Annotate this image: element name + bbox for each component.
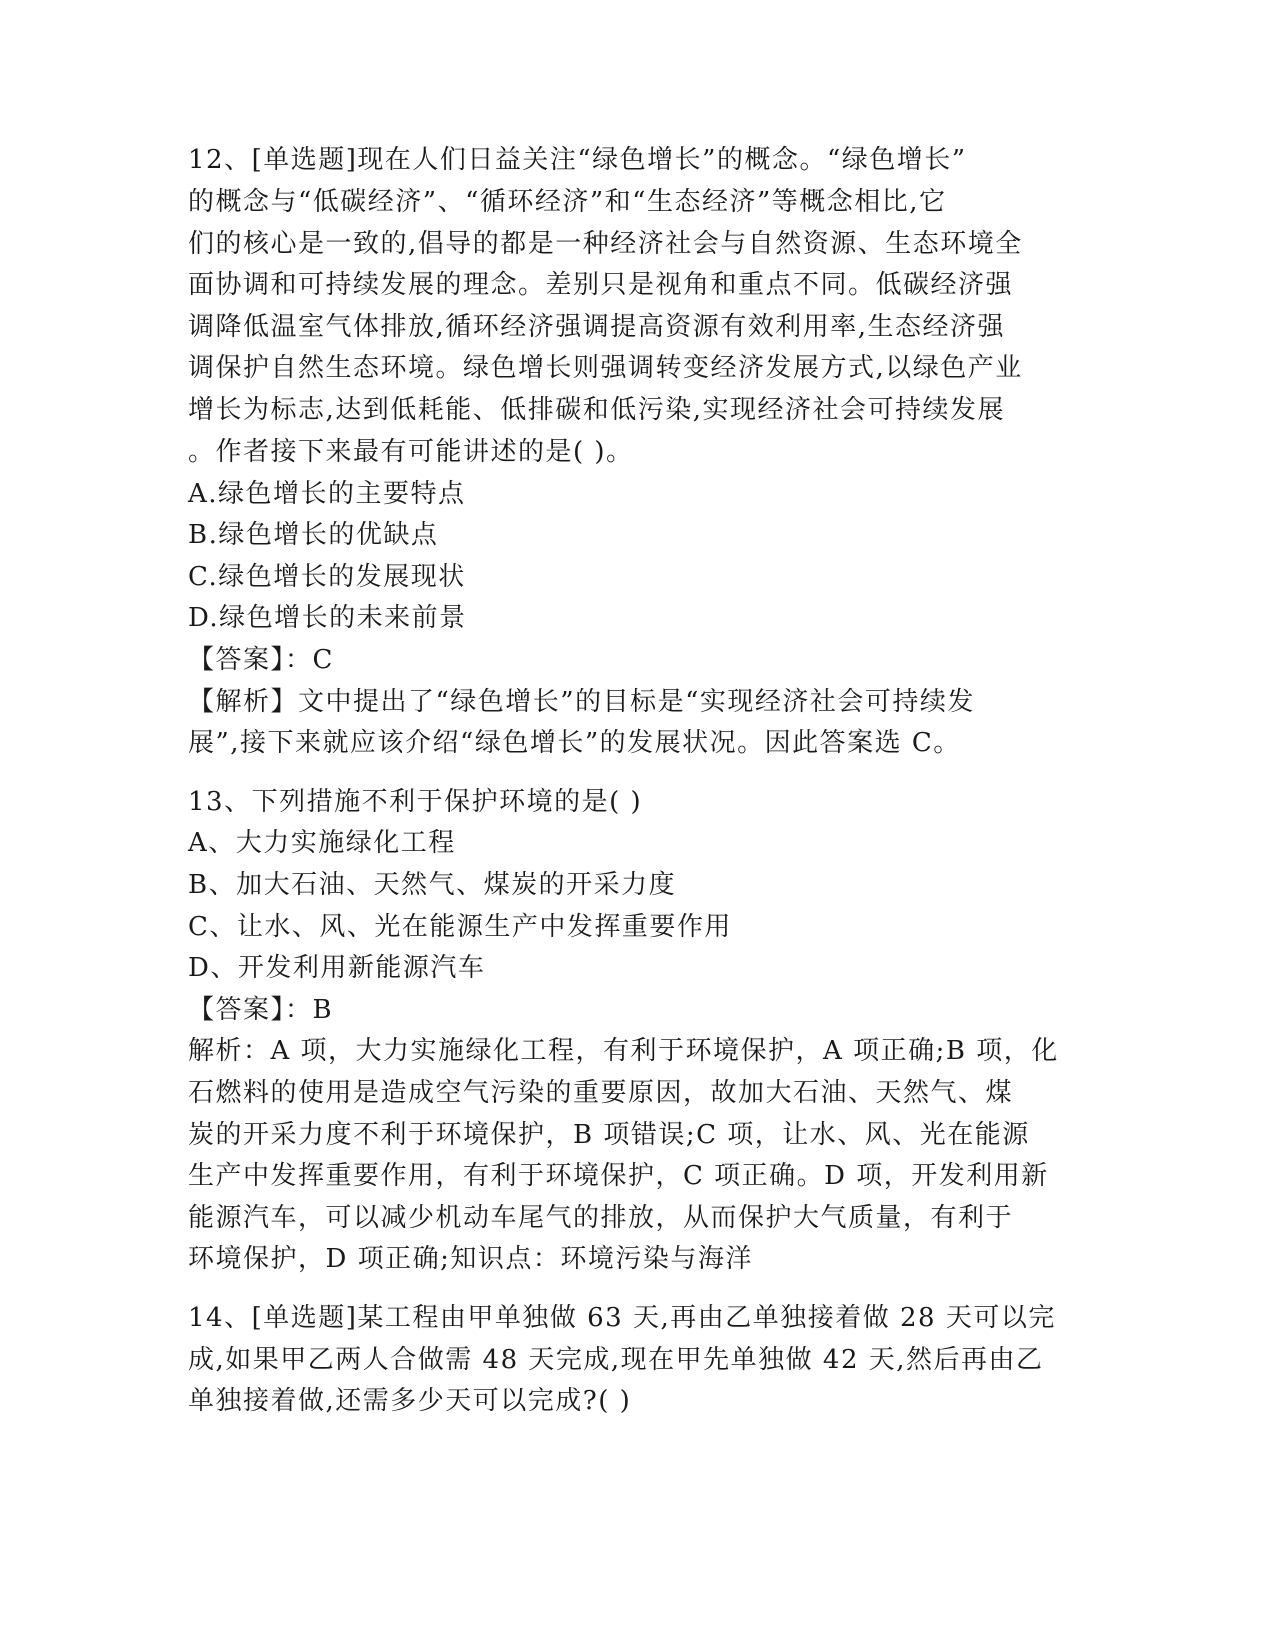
question-12-stem-line: 调降低温室气体排放,循环经济强调提高资源有效利用率,生态经济强 <box>188 312 1006 342</box>
question-12-option-c: C.绿色增长的发展现状 <box>188 562 466 592</box>
question-13-analysis-line: 生产中发挥重要作用，有利于环境保护，C 项正确。D 项，开发利用新 <box>188 1161 1049 1191</box>
question-12-option-a: A.绿色增长的主要特点 <box>188 479 466 509</box>
question-12-stem-line: 面协调和可持续发展的理念。差别只是视角和重点不同。低碳经济强 <box>188 270 1014 300</box>
question-12-analysis-line: 展”,接下来就应该介绍“绿色增长”的发展状况。因此答案选 C。 <box>188 728 961 758</box>
question-13-analysis-line: 石燃料的使用是造成空气污染的重要原因，故加大石油、天然气、煤 <box>188 1078 1014 1108</box>
question-12-stem-line: 们的核心是一致的,倡导的都是一种经济社会与自然资源、生态环境全 <box>188 229 1023 259</box>
question-14-stem-line: 成,如果甲乙两人合做需 48 天完成,现在甲先单独做 42 天,然后再由乙 <box>188 1345 1044 1375</box>
question-13-option-b: B、加大石油、天然气、煤炭的开采力度 <box>188 870 677 900</box>
question-12-answer: 【答案】：C <box>188 645 334 675</box>
question-12-stem-line: 。作者接下来最有可能讲述的是( )。 <box>188 437 634 467</box>
question-12-analysis-line: 【解析】文中提出了“绿色增长”的目标是“实现经济社会可持续发 <box>188 687 975 717</box>
question-13-option-c: C、让水、风、光在能源生产中发挥重要作用 <box>188 912 732 942</box>
question-12-option-b: B.绿色增长的优缺点 <box>188 520 439 550</box>
question-13-answer: 【答案】：B <box>188 995 334 1025</box>
question-13-stem-line: 13、下列措施不利于保护环境的是( ) <box>188 787 643 817</box>
question-14-stem-line: 14、[单选题]某工程由甲单独做 63 天,再由乙单独接着做 28 天可以完 <box>188 1303 1056 1333</box>
question-13-analysis-line: 炭的开采力度不利于环境保护，B 项错误;C 项，让水、风、光在能源 <box>188 1120 1030 1150</box>
question-12-stem-line: 调保护自然生态环境。绿色增长则强调转变经济发展方式,以绿色产业 <box>188 353 1023 383</box>
question-12-option-d: D.绿色增长的未来前景 <box>188 603 467 633</box>
question-12-stem-line: 的概念与“低碳经济”、“循环经济”和“生态经济”等概念相比,它 <box>188 187 947 217</box>
question-13-analysis-line: 能源汽车，可以减少机动车尾气的排放，从而保护大气质量，有利于 <box>188 1203 1014 1233</box>
question-13-option-a: A、大力实施绿化工程 <box>188 828 456 858</box>
question-13-option-d: D、开发利用新能源汽车 <box>188 953 486 983</box>
question-13-analysis-line: 解析：A 项，大力实施绿化工程，有利于环境保护，A 项正确;B 项，化 <box>188 1036 1059 1066</box>
question-13-analysis-line: 环境保护，D 项正确;知识点：环境污染与海洋 <box>188 1244 753 1274</box>
question-12-stem-line: 12、[单选题]现在人们日益关注“绿色增长”的概念。“绿色增长” <box>188 145 967 175</box>
question-14-stem-line: 单独接着做,还需多少天可以完成?( ) <box>188 1386 632 1416</box>
question-12-stem-line: 增长为标志,达到低耗能、低排碳和低污染,实现经济社会可持续发展 <box>188 395 1006 425</box>
